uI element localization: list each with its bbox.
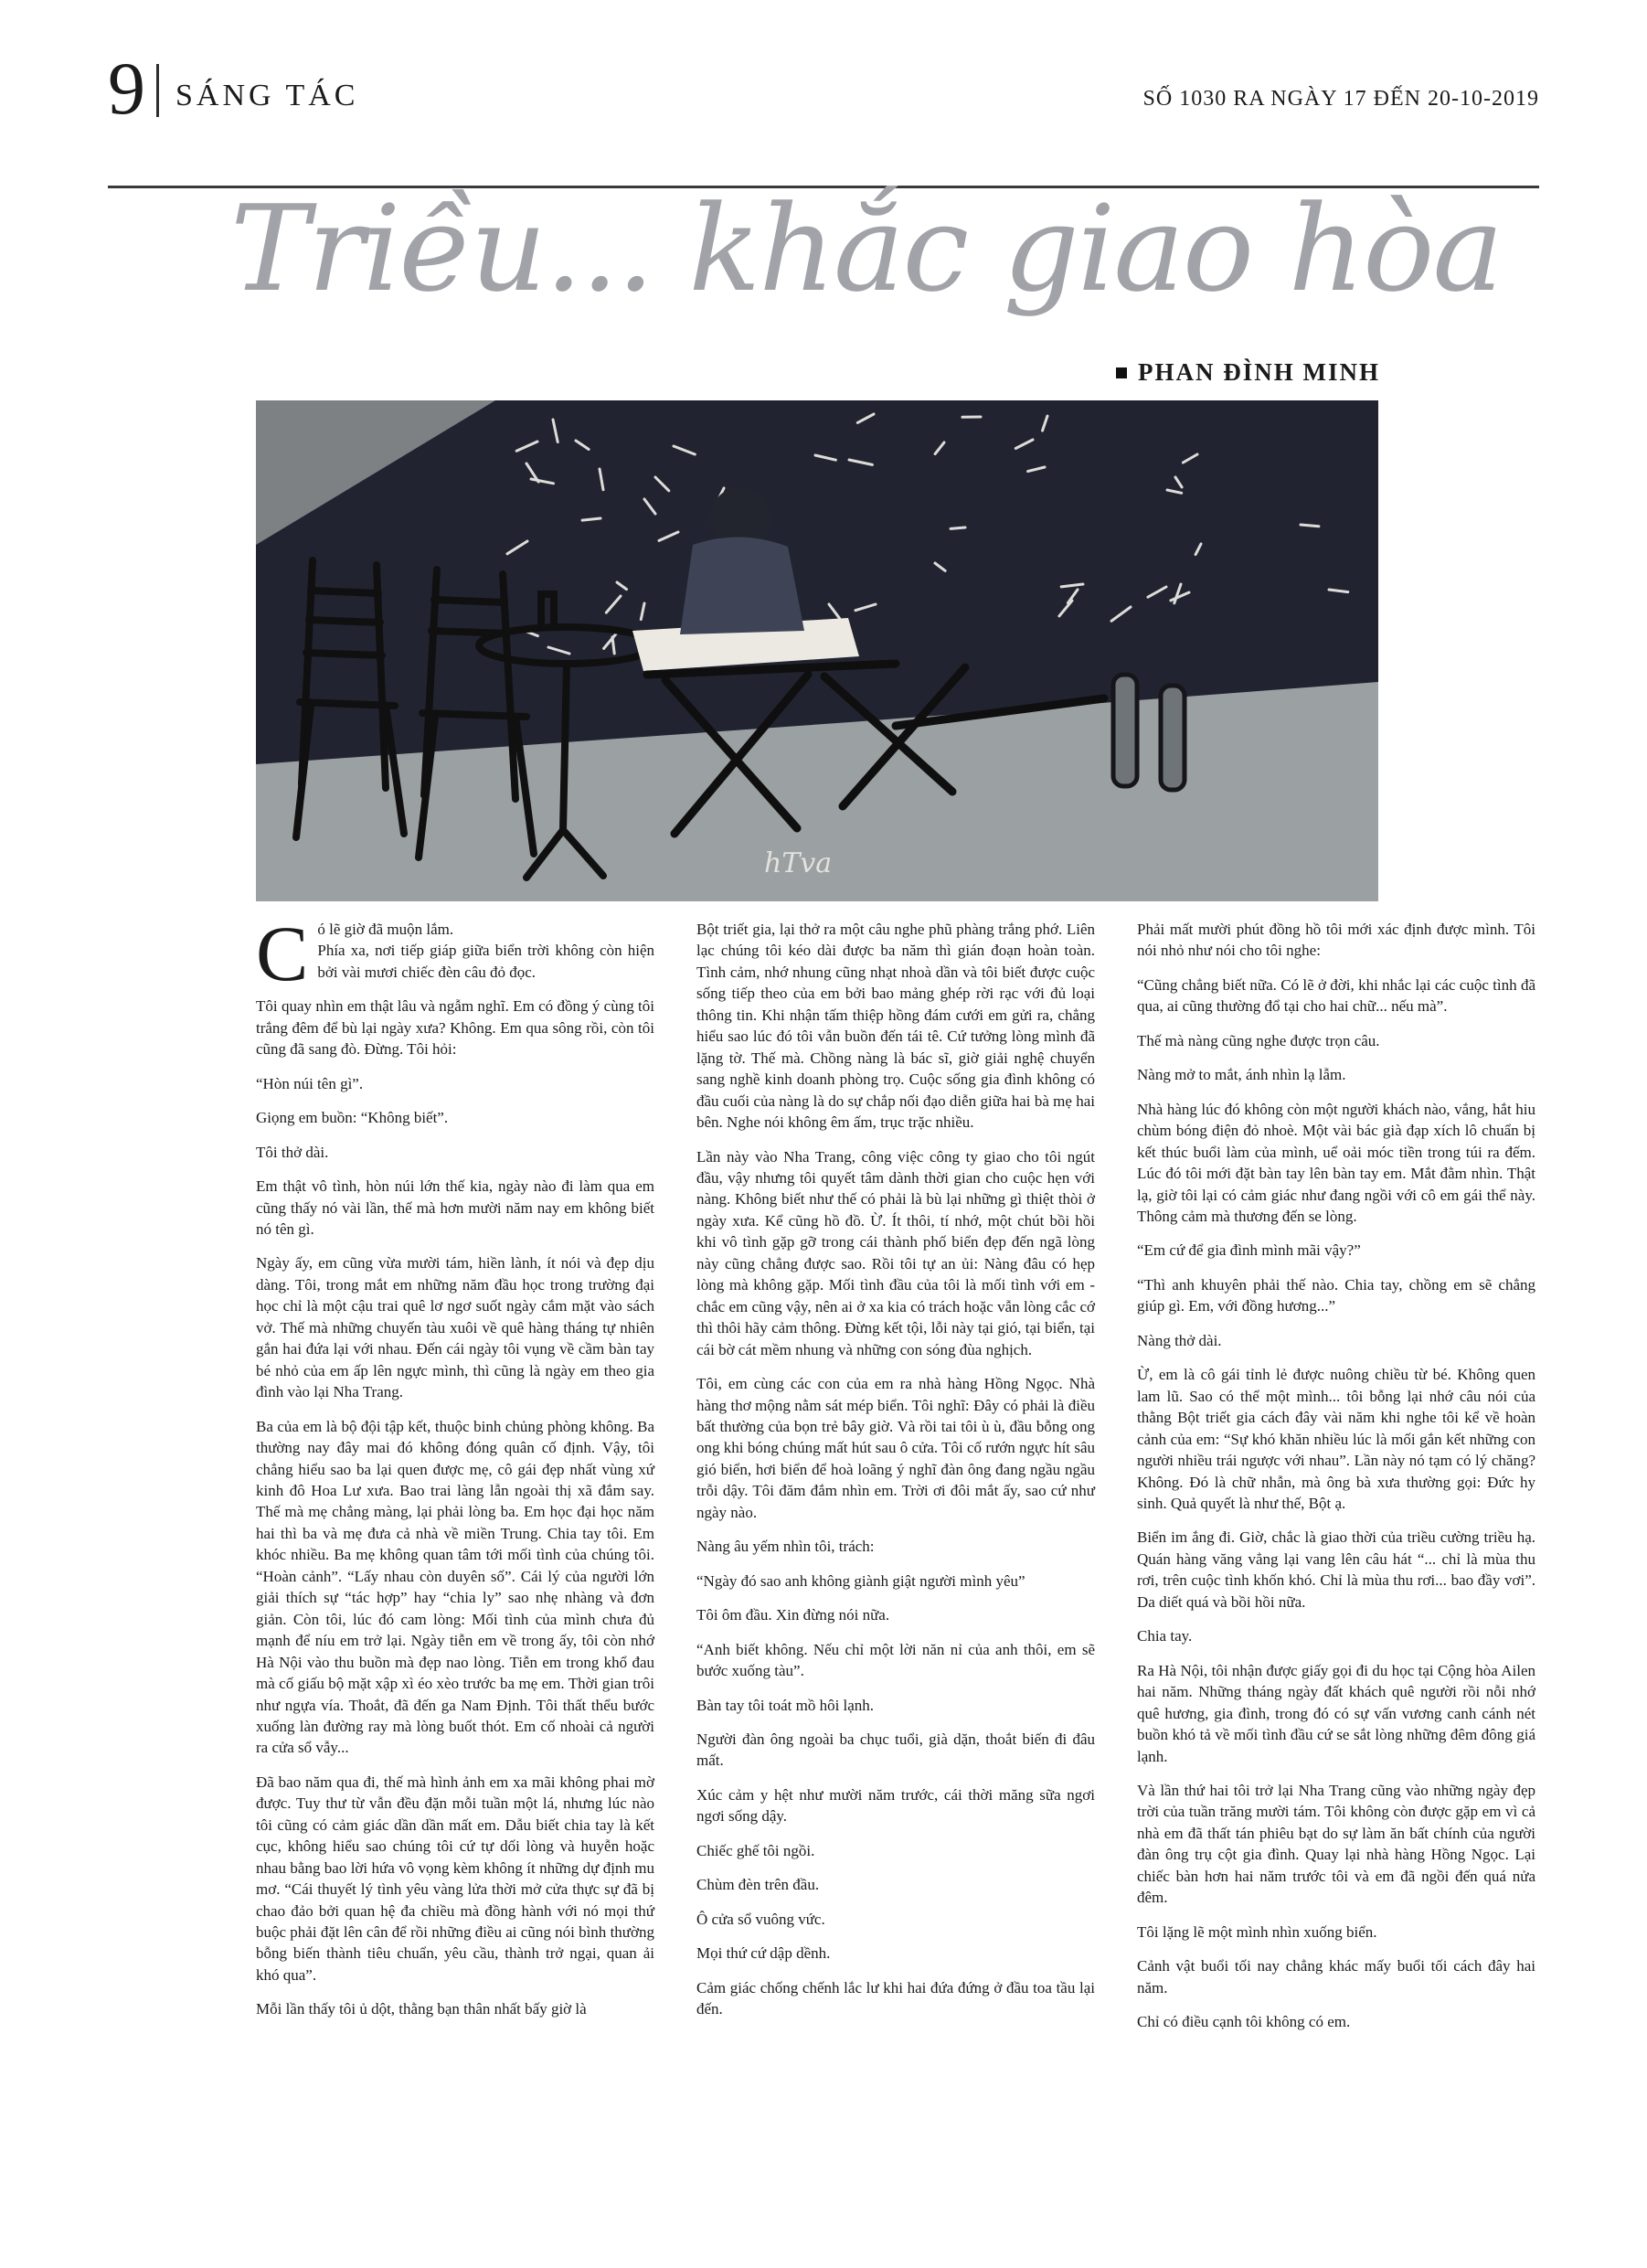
lead-line-2: Phía xa, nơi tiếp giáp giữa biển trời không còn hiện bởi vài mươi chiếc đèn câu đỏ đọc. [317, 942, 654, 981]
paragraph: Xúc cảm y hệt như mười năm trước, cái thời măng sữa ngơi ngơi sống dậy. [696, 1785, 1095, 1826]
paragraph: Đã bao năm qua đi, thế mà hình ảnh em xa mãi không phai mờ được. Tuy thư từ vẫn đều đặn mỗi tuần một lá, nhưng lúc nào tôi cũng có cảm giác dần dần mất em. Dẫu biết chia tay là kết cục, không hiểu sao chúng tôi cứ tự dối lòng và huyễn hoặc nhau bằng bao lời hứa vô vọng kèm không ít những dự định mu mơ. “Cái thuyết lý tình yêu vàng lửa thời mở cửa thực sự đã bị chao đảo bởi quan hệ đa chiều mà đồng hành với nó mọi thứ buộc phải đặt lên cân để rồi những điều ai cũng nói bình thường bỗng biến thành tiêu chuẩn, yêu cầu, thành trở ngại, quan ải khó qua”. [256, 1773, 654, 1984]
paragraph: Giọng em buồn: “Không biết”. [256, 1109, 449, 1127]
column-2 [696, 919, 1095, 2209]
masthead [108, 47, 1539, 130]
paragraph: Phải mất mười phút đồng hồ tôi mới xác định được mình. Tôi nói nhỏ như nói cho tôi nghe: [1137, 921, 1535, 960]
paragraph: Ừ, em là cô gái tỉnh lẻ được nuông chiều từ bé. Không quen lam lũ. Sao có thể một mình... tôi bỗng lại nhớ câu nói của thằng Bột triết gia cách đây vài năm khi nghe tôi kể về hoàn cảnh của em: “Sự khó khăn nhiều lúc là mối gắn kết những con người nhiều trái ngược với nhau”. Lần này nó tạm có lý chăng? Không. Đó là chữ nhẫn, mà ông bà xưa thường gọi: Đức hy sinh. Quả quyết là như thế, Bột ạ. [1137, 1366, 1535, 1512]
paragraph: Mỗi lần thấy tôi ủ dột, thằng bạn thân nhất bấy giờ là [256, 2000, 587, 2018]
artist-signature: hTva [764, 847, 833, 879]
paragraph: Nàng mở to mắt, ánh nhìn lạ lẫm. [1137, 1066, 1346, 1084]
paragraph: Chiếc ghế tôi ngồi. [696, 1841, 815, 1859]
section-title: SÁNG TÁC [175, 78, 359, 112]
paragraph: Nàng âu yếm nhìn tôi, trách: [696, 1538, 875, 1556]
paragraph: Thế mà nàng cũng nghe được trọn câu. [1137, 1031, 1380, 1049]
lead-line-1: ó lẽ giờ đã muộn lắm. [317, 921, 454, 938]
paragraph: “Anh biết không. Nếu chỉ một lời năn nỉ của anh thôi, em sẽ bước xuống tàu”. [696, 1640, 1095, 1680]
paragraph: Người đàn ông ngoài ba chục tuổi, già dặn, thoắt biến đi đâu mất. [696, 1730, 1095, 1770]
paragraph: Lần này vào Nha Trang, công việc công ty giao cho tôi ngút đầu, vậy nhưng tôi quyết tâm dành thời gian cho cuộc hẹn với nàng. Không biết như thế có phải là bù lại những gì thiệt thòi ở ngày xưa. Kể cũng hồ đồ. Ừ. Ít thôi, tí nhớ, một chút bồi hồi khi vô tình gặp gỡ trong cái thành phố biển đẹp đến ngã lòng này cũng chẳng được sao. Rồi tôi tự an ủi: Nàng đâu có hẹp lòng mà không gặp. Mối tình đầu của tôi là mối tình với em - chắc em cũng vậy, nên ai ở xa kia có trách hoặc vẫn lòng cắc cớ thì thôi hãy cảm thông. Đừng kết tội, lỗi này tại gió, tại biển, tại cái bờ cát mềm nhung và những con sóng đùa nghịch. [696, 1147, 1095, 1358]
paragraph: Nàng thở dài. [1137, 1331, 1222, 1349]
column-2-paragraphs [696, 919, 1095, 2019]
paragraph: Ô cửa sổ vuông vức. [696, 1910, 825, 1928]
header-vertical-rule [156, 64, 159, 117]
paragraph: Chia tay. [1137, 1627, 1193, 1645]
paragraph: Bàn tay tôi toát mồ hôi lạnh. [696, 1696, 875, 1714]
illustration-drawing [256, 400, 1378, 901]
paragraph: Tôi, em cùng các con của em ra nhà hàng Hồng Ngọc. Nhà hàng thơ mộng nằm sát mép biển. Tôi nghĩ: Đây có phải là điều bất thường của bọn trẻ bây giờ. Và rồi tai tôi ù ù, đầu bỗng ong ong khi bóng chúng mất hút sau ô cửa. Tôi cố rướn ngực hít sâu gió biển, hơi biển để hoà loãng ý nghĩ đàn ông đang ngầu ngầu trỗi dậy. Tôi đăm đắm nhìn em. Trời ơi đôi mắt ấy, sao cứ như ngày nào. [696, 1375, 1095, 1521]
paragraph: Và lần thứ hai tôi trở lại Nha Trang cũng vào những ngày đẹp trời của tuần trăng mười tám. Tôi không còn được gặp em vì cả nhà em đã thất tán phiêu bạt do sự làm ăn bất chính của người đàn ông trụ cột gia đình. Quay lại nhà hàng Hồng Ngọc. Lại chiếc bàn hơn hai năm trước tôi và em đã ngồi đến quá nửa đêm. [1137, 1781, 1535, 1907]
paragraph: Tôi thở dài. [256, 1143, 329, 1161]
square-bullet-icon [1116, 367, 1127, 378]
paragraph: Chùm đèn trên đầu. [696, 1876, 820, 1894]
paragraph: Biển im ắng đi. Giờ, chắc là giao thời của triều cường triều hạ. Quán hàng văng vẳng lại vang lên câu hát “... chỉ là mùa thu rơi, trên cuộc tình khốn khó. Chỉ là mùa thu rơi... bao đầy vơi”. Da diết quá và bồi hồi nữa. [1137, 1528, 1535, 1611]
paragraph: Mọi thứ cứ dập dềnh. [696, 1944, 831, 1963]
paragraph: “Ngày đó sao anh không giành giật người mình yêu” [696, 1571, 1025, 1590]
issue-info: SỐ 1030 RA NGÀY 17 ĐẾN 20-10-2019 [1142, 86, 1539, 111]
byline [1116, 358, 1380, 387]
column-3-paragraphs [1137, 919, 1535, 2032]
column-3 [1137, 919, 1535, 2209]
paragraph: Cảnh vật buổi tối nay chẳng khác mấy buổi tối cách đây hai năm. [1137, 1957, 1535, 1996]
paragraph: Em thật vô tình, hòn núi lớn thế kia, ngày nào đi làm qua em cũng thấy nó vài lần, thế mà hơn mười năm nay em không biết nó tên gì. [256, 1177, 654, 1238]
page-number: 9 [108, 47, 143, 130]
paragraph: “Cũng chẳng biết nữa. Có lẽ ở đời, khi nhắc lại các cuộc tình đã qua, ai cũng thường đổ tại cho hai chữ... nếu mà”. [1137, 975, 1535, 1016]
column-1 [256, 919, 654, 2209]
paragraph: Tôi lặng lẽ một mình nhìn xuống biển. [1137, 1922, 1377, 1941]
paragraph: Bột triết gia, lại thở ra một câu nghe phũ phàng trắng phớ. Liên lạc chúng tôi kéo dài được ba năm thì gián đoạn hoàn toàn. Tình cảm, nhớ nhung cũng nhạt nhoà dần và tôi biết được cuộc sống tiếp theo của em bởi bao mảng ghép rời rạc với đủ loại thông tin. Khi nhận tấm thiệp hồng đám cưới em gửi ra, chẳng hiểu sao lúc đó tôi vẫn buồn đến tái tê. Cứ tưởng lòng mình đã lặng tờ. Thế mà. Chồng nàng là bác sĩ, giờ giải nghệ chuyển sang nghề kinh doanh phòng trọ. Cuộc sống gia đình không có đầu cuối của nàng là do sự chắp nối đạo diễn giữa hai bà mẹ hai bên. Nghe nói không êm ấm, trục trặc nhiều. [696, 921, 1095, 1132]
article-body [256, 919, 1535, 2209]
paragraph: Ra Hà Nội, tôi nhận được giấy gọi đi du học tại Cộng hòa Ailen hai năm. Những tháng ngày đất khách quê người rồi nỗi nhớ quê hương, gia đình, trong đó có sự vấn vương canh cánh nét buồn khó tả về mối tình đầu cứ se sắt lòng những đêm đông giá lạnh. [1137, 1661, 1535, 1765]
author-name: PHAN ĐÌNH MINH [1138, 358, 1380, 386]
article-title: Triều... khắc giao hòa [230, 179, 1502, 318]
paragraph: Cảm giác chống chếnh lắc lư khi hai đứa đứng ở đầu toa tầu lại đến. [696, 1978, 1095, 2018]
paragraph: “Em cứ để gia đình mình mãi vậy?” [1137, 1241, 1361, 1260]
paragraph: Chỉ có điều cạnh tôi không có em. [1137, 2013, 1351, 2031]
illustration [256, 400, 1378, 901]
paragraph: “Hòn núi tên gì”. [256, 1074, 364, 1092]
drop-cap: C [256, 919, 309, 997]
lead-paragraph [256, 919, 654, 997]
paragraph: Tôi quay nhìn em thật lâu và ngẫm nghĩ. Em có đồng ý cùng tôi trắng đêm để bù lại ngày xưa? Không. Em qua sông rồi, còn tôi cũng đã sang đò. Đừng. Tôi hỏi: [256, 997, 654, 1059]
paragraph: Ngày ấy, em cũng vừa mười tám, hiền lành, ít nói và đẹp dịu dàng. Tôi, trong mắt em những năm đầu học trong trường đại học chỉ là một cậu trai quê lơ ngơ suốt ngày cắm mặt vào sách vở. Thế mà những chuyến tàu xuôi về quê hàng tháng tự nhiên gắn hai đứa lại với nhau. Đến cái ngày tôi vụng về cầm bàn tay bé nhỏ của em ấp lên ngực mình, thì cũng là ngày em theo gia đình vào lại Nha Trang. [256, 1254, 654, 1401]
paragraph: Tôi ôm đầu. Xin đừng nói nữa. [696, 1606, 890, 1624]
paragraph: Ba của em là bộ đội tập kết, thuộc binh chủng phòng không. Ba thường nay đây mai đó không đóng quân cố định. Vậy, tôi chẳng hiểu sao ba lại quen được mẹ, cô gái đẹp nhất vùng xứ kinh đô Hoa Lư xưa. Bao trai làng lẫn ngoài thị xã đắm say. Thế mà mẹ chẳng màng, lại phải lòng ba. Em học đại học năm hai thì ba và mẹ đưa cả nhà về miền Trung. Chia tay tôi. Em khóc nhiều. Ba mẹ không quan tâm tới mối tình của chúng tôi. “Hoàn cảnh”. “Lấy nhau còn duyên số”. Cái lý của người lớn giải thích sự “tác hợp” hay “chia ly” sao nhẹ nhàng và đơn giản. Còn tôi, lúc đó cam lòng: Mối tình của mình chưa đủ mạnh để níu em trở lại. Ngày tiễn em về trong ấy, tôi còn nhớ Hà Nội vào thu buồn mà đẹp nao lòng. Tiễn em trong khổ đau mà cố giấu bộ mặt xập xì éo xèo trước ba mẹ em. Thời gian trôi như ngựa vía. Thoắt, đã đến ga Nam Định. Tôi thất thểu bước xuống làn đường ray mà lòng buốt thót. Em cố nhoài cả người ra cửa sổ vẫy... [256, 1417, 654, 1757]
column-1-paragraphs [256, 996, 654, 2019]
paragraph: Nhà hàng lúc đó không còn một người khách nào, vắng, hắt hiu chùm bóng điện đỏ nhoè. Một vài bác già đạp xích lô chuẩn bị kết thúc buổi làm của mình, uể oải móc tiền trong túi ra đếm. Lúc đó tôi mới đặt bàn tay lên bàn tay em. Mắt đằm nhìn. Thật lạ, giờ tôi lại có cảm giác như đang ngồi với cô em gái thể này. Thông cảm mà thương đến se lòng. [1137, 1100, 1535, 1225]
paragraph: “Thì anh khuyên phải thế nào. Chia tay, chồng em sẽ chẳng giúp gì. Em, với đồng hương...” [1137, 1275, 1535, 1315]
